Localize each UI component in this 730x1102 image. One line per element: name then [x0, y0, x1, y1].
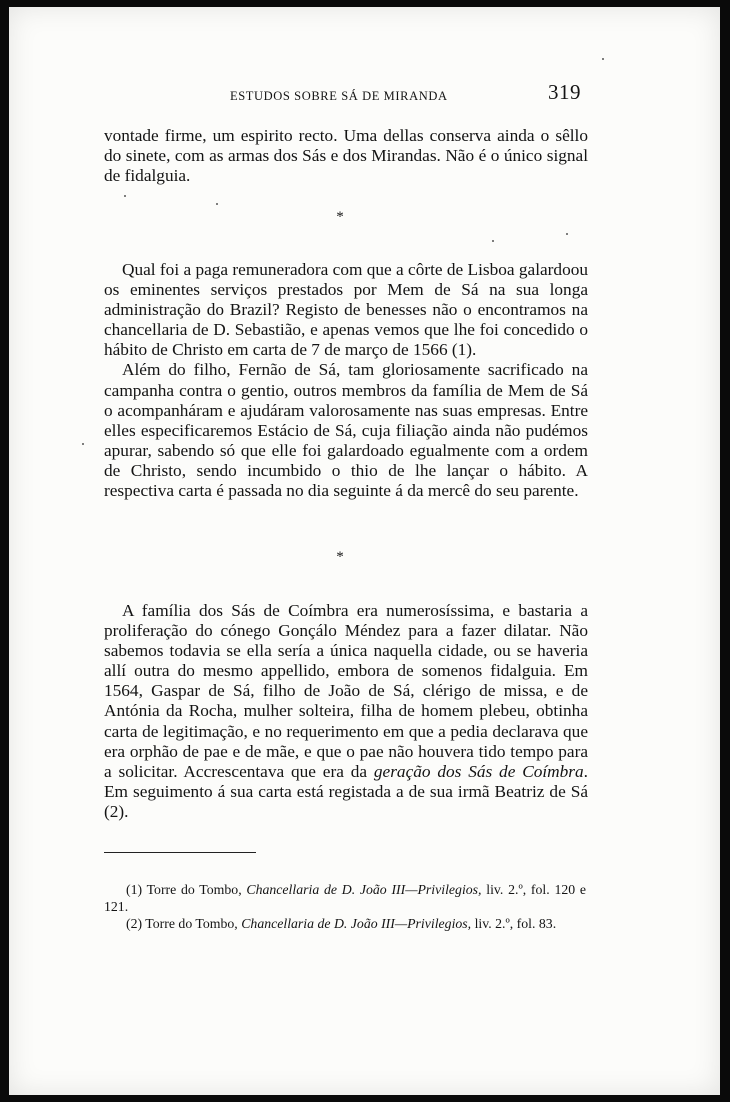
footnote-detail: liv. 2.º, fol. 83. — [474, 916, 557, 931]
paragraph-text: . Em seguimento á sua carta está registada a de sua irmã Beatriz de Sá (2). — [104, 761, 588, 821]
paragraph: Além do filho, Fernão de Sá, tam gloriosamente sacrificado na campanha contra o gentio, outros membros da família de Mem de Sá o acompanháram e ajudáram valorosamente nas suas empresas. Entre elles especificaremos Estácio de Sá, cuja filiação ainda não pudémos apurar, sabendo só que elle foi galardoado egualmente com a ordem de Christo, sendo incumbido o thio de lhe lançar o hábito. A respectiva carta é passada no dia seguinte á da mercê do seu parente. — [104, 360, 588, 501]
footnote-work: Chancellaria de D. João III—Privilegios, — [241, 916, 472, 931]
paper-speck — [124, 195, 126, 197]
section-2 — [104, 260, 588, 501]
paragraph: vontade firme, um espirito recto. Uma dellas conserva ainda o sêllo do sinete, com as armas dos Sás e dos Mirandas. Não é o único signal de fidalguia. — [104, 126, 588, 186]
section-asterism: * — [336, 549, 344, 565]
paper-speck — [216, 203, 218, 205]
footnote-source: Torre do Tombo, — [146, 882, 242, 897]
footnotes — [104, 881, 586, 932]
footnote-1 — [104, 881, 586, 915]
footnote-marker: (1) — [126, 882, 143, 897]
paragraph: Qual foi a paga remuneradora com que a côrte de Lisboa galardoou os eminentes serviços prestados por Mem de Sá na sua longa administração do Brazil? Registo de benesses não o encontramos na chancellaria de D. Sebastião, e apenas vemos que lhe foi concedido o hábito de Christo em carta de 7 de março de 1566 (1). — [104, 260, 588, 360]
section-asterism: * — [336, 209, 344, 225]
paper-speck — [492, 240, 494, 242]
running-title: ESTUDOS SOBRE SÁ DE MIRANDA — [230, 89, 448, 103]
italic-phrase: geração dos Sás de Coímbra — [373, 761, 584, 781]
footnote-detail: liv. 2.º, fol. 120 e 121. — [104, 882, 587, 914]
section-3 — [104, 601, 588, 822]
footnote-divider — [104, 852, 256, 853]
paper-speck — [82, 443, 84, 445]
paper-speck — [566, 233, 568, 235]
section-1 — [104, 126, 588, 186]
footnote-marker: (2) — [126, 916, 143, 931]
footnote-2 — [104, 915, 586, 932]
footnote-source: Torre do Tombo, — [145, 916, 238, 931]
paragraph — [104, 601, 588, 822]
footnote-work: Chancellaria de D. João III—Privilegios, — [246, 882, 482, 897]
paper-speck — [602, 58, 604, 60]
page-number: 319 — [548, 80, 581, 104]
paragraph-text: A família dos Sás de Coímbra era numerosíssima, e bastaria a proliferação do cónego Gonçálo Méndez para a fazer dilatar. Não sabemos todavia se ella sería a única naquella cidade, ou se haveria allí outra do mesmo appellido, embora de somenos fidalguia. Em 1564, Gaspar de Sá, filho de João de Sá, clérigo de missa, e de Antónia da Rocha, mulher solteira, filha de homem plebeu, obtinha carta de legitimação, e no requerimento em que a pedia declarava que era orphão de pae e de mãe, e que o pae não houvera tido tempo para a solicitar. Accrescentava que era da — [104, 601, 588, 781]
